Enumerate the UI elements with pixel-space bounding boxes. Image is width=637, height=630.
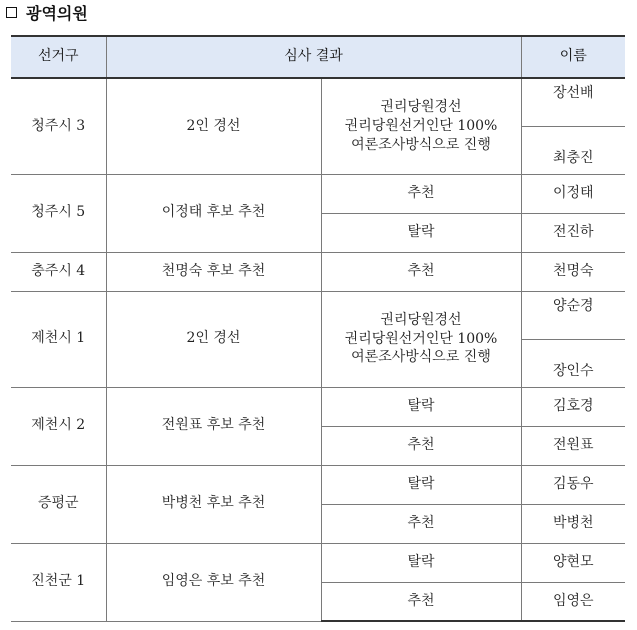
district-cell: 청주시 5: [11, 174, 106, 252]
header-name: 이름: [521, 36, 625, 78]
table-row: [11, 252, 625, 291]
decision-cell: 전원표 후보 추천: [106, 387, 321, 465]
table-header-row: [11, 36, 625, 78]
district-cell: 진천군 1: [11, 543, 106, 621]
decision-cell: 이정태 후보 추천: [106, 174, 321, 252]
candidate-name: 장인수: [521, 339, 625, 387]
section-heading-text: 광역의원: [26, 3, 88, 23]
candidate-name: 임영은: [521, 582, 625, 621]
table-row: [11, 78, 625, 126]
district-cell: 제천시 1: [11, 291, 106, 387]
header-result: 심사 결과: [106, 36, 521, 78]
district-cell: 충주시 4: [11, 252, 106, 291]
table-row: [11, 387, 625, 426]
result-cell: 탈락: [321, 543, 521, 582]
table-row: [11, 174, 625, 213]
district-cell: 증평군: [11, 465, 106, 543]
result-cell: 탈락: [321, 465, 521, 504]
result-detail-line: 권리당원경선: [380, 311, 462, 328]
decision-cell: 박병천 후보 추천: [106, 465, 321, 543]
table-row: [11, 291, 625, 339]
result-cell: 추천: [321, 426, 521, 465]
result-detail-cell: [321, 291, 521, 387]
decision-cell: 2인 경선: [106, 291, 321, 387]
district-cell: 청주시 3: [11, 78, 106, 174]
result-cell: 탈락: [321, 213, 521, 252]
candidate-name: 전원표: [521, 426, 625, 465]
candidate-name: 이정태: [521, 174, 625, 213]
result-detail-line: 여론조사방식으로 진행: [351, 349, 491, 366]
candidate-name: 김호경: [521, 387, 625, 426]
decision-cell: 임영은 후보 추천: [106, 543, 321, 621]
result-detail-line: 권리당원경선: [380, 98, 462, 115]
decision-cell: 천명숙 후보 추천: [106, 252, 321, 291]
table-row: [11, 465, 625, 504]
candidate-name: 김동우: [521, 465, 625, 504]
result-detail-line: 여론조사방식으로 진행: [351, 136, 491, 153]
candidate-name: 양순경: [521, 291, 625, 339]
candidate-name: 박병천: [521, 504, 625, 543]
result-cell: 추천: [321, 582, 521, 621]
table-row: [11, 543, 625, 582]
result-cell: 추천: [321, 252, 521, 291]
result-cell: 추천: [321, 504, 521, 543]
candidate-name: 최충진: [521, 126, 625, 174]
result-cell: 추천: [321, 174, 521, 213]
result-detail-line: 권리당원선거인단 100%: [344, 117, 498, 134]
decision-cell: 2인 경선: [106, 78, 321, 174]
result-cell: 탈락: [321, 387, 521, 426]
candidate-name: 전진하: [521, 213, 625, 252]
section-heading: [6, 1, 88, 23]
result-detail-cell: [321, 78, 521, 174]
candidate-name: 장선배: [521, 78, 625, 126]
district-cell: 제천시 2: [11, 387, 106, 465]
candidate-name: 양현모: [521, 543, 625, 582]
square-bullet-icon: [6, 7, 17, 18]
candidate-name: 천명숙: [521, 252, 625, 291]
header-district: 선거구: [11, 36, 106, 78]
review-results-table: [11, 35, 625, 622]
result-detail-line: 권리당원선거인단 100%: [344, 330, 498, 347]
